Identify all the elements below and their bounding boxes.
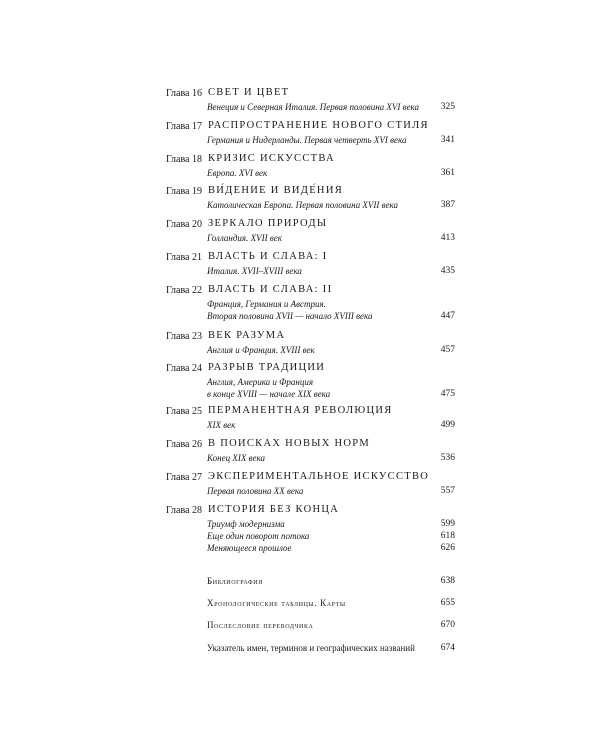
chapter-number: Глава 18 — [166, 154, 202, 165]
chapter-title: РАСПРОСТРАНЕНИЕ НОВОГО СТИЛЯ — [208, 120, 429, 131]
chapter-number: Глава 20 — [166, 219, 202, 230]
page-number: 387 — [440, 200, 455, 210]
chapter-title: РАЗРЫВ ТРАДИЦИИ — [208, 362, 326, 373]
chapter-title: СВЕТ И ЦВЕТ — [208, 87, 290, 98]
page-number: 361 — [440, 168, 455, 178]
page-number: 447 — [440, 311, 455, 321]
page-number: 557 — [440, 486, 455, 496]
chapter-subtitle: Европа. XVI век — [207, 168, 268, 178]
page-number: 638 — [440, 576, 455, 586]
page-number: 599 — [440, 519, 455, 529]
chapter-subtitle: Голландия. XVII век — [207, 233, 282, 243]
chapter-title: КРИЗИС ИСКУССТВА — [208, 153, 335, 164]
chapter-subtitle: XIX век — [207, 420, 236, 430]
chapter-number: Глава 26 — [166, 439, 202, 450]
page-number: 674 — [440, 643, 455, 653]
chapter-number: Глава 25 — [166, 406, 202, 417]
chapter-number: Глава 19 — [166, 186, 202, 197]
chapter-subtitle: Конец XIX века — [207, 453, 265, 463]
chapter-number: Глава 16 — [166, 88, 202, 99]
chapter-subtitle: Католическая Европа. Первая половина XVII века — [207, 200, 398, 210]
chapter-subtitle: Англия и Франция. XVIII век — [207, 345, 315, 355]
chapter-subtitle: Италия. XVII–XVIII века — [207, 266, 302, 276]
page-number: 618 — [440, 531, 455, 541]
chapter-number: Глава 21 — [166, 252, 202, 263]
chapter-title: ВЕК РАЗУМА — [208, 330, 286, 341]
chapter-title: ВЛАСТЬ И СЛАВА: I — [208, 251, 328, 262]
chapter-title: ПЕРМАНЕНТНАЯ РЕВОЛЮЦИЯ — [208, 405, 393, 416]
chapter-number: Глава 17 — [166, 121, 202, 132]
chapter-title: ИСТОРИЯ БЕЗ КОНЦА — [208, 504, 340, 515]
page-number: 325 — [440, 102, 455, 112]
back-matter-title: Послесловие переводчика — [207, 620, 314, 630]
chapter-number: Глава 28 — [166, 505, 202, 516]
chapter-subtitle: Первая половина XX века — [207, 486, 304, 496]
chapter-title: ЭКСПЕРИМЕНТАЛЬНОЕ ИСКУССТВО — [208, 471, 430, 482]
chapter-subtitle: Германия и Нидерланды. Первая четверть XVI века — [207, 135, 407, 145]
page-number: 655 — [440, 598, 455, 608]
chapter-title: ВИ́ДЕНИЕ И ВИДЕ́НИЯ — [208, 185, 344, 196]
chapter-subtitle: Триумф модернизма — [207, 519, 285, 529]
back-matter-title: Библиография — [207, 576, 263, 586]
chapter-subtitle: Еще один поворот потока — [207, 531, 310, 541]
page-number: 670 — [440, 620, 455, 630]
chapter-subtitle: в конце XVIII — начале XIX века — [207, 389, 331, 399]
chapter-subtitle: Меняющееся прошлое — [207, 543, 292, 553]
chapter-title: В ПОИСКАХ НОВЫХ НОРМ — [208, 438, 371, 449]
page-number: 536 — [440, 453, 455, 463]
back-matter-title: Указатель имен, терминов и географических названий — [207, 643, 415, 653]
page-number: 341 — [440, 135, 455, 145]
chapter-subtitle: Вторая половина XVII — начало XVIII века — [207, 311, 373, 321]
chapter-title: ВЛАСТЬ И СЛАВА: II — [208, 284, 333, 295]
page-number: 457 — [440, 345, 455, 355]
page-number: 413 — [440, 233, 455, 243]
page-number: 475 — [440, 389, 455, 399]
chapter-number: Глава 23 — [166, 331, 202, 342]
chapter-title: ЗЕРКАЛО ПРИРОДЫ — [208, 218, 328, 229]
page-number: 435 — [440, 266, 455, 276]
chapter-number: Глава 27 — [166, 472, 202, 483]
chapter-subtitle: Англия, Америка и Франция — [207, 377, 314, 387]
back-matter-title: Хронологические таблицы. Карты — [207, 598, 346, 608]
chapter-subtitle: Франция, Германия и Австрия. — [207, 299, 326, 309]
chapter-number: Глава 22 — [166, 285, 202, 296]
chapter-number: Глава 24 — [166, 363, 202, 374]
chapter-subtitle: Венеция и Северная Италия. Первая половина XVI века — [207, 102, 420, 112]
page-number: 499 — [440, 420, 455, 430]
page-number: 626 — [440, 543, 455, 553]
